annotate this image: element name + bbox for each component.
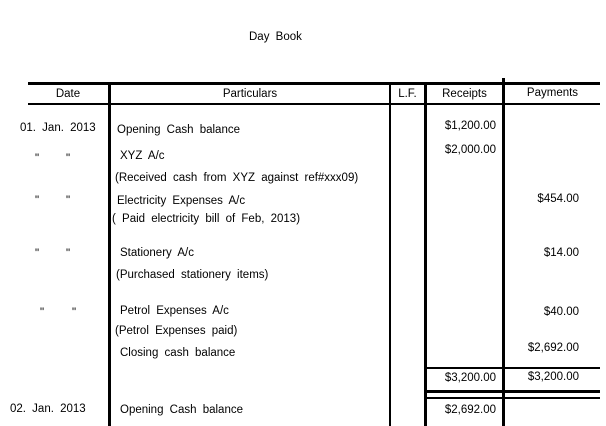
table-top-rule (28, 82, 600, 85)
ditto-mark: " (72, 307, 77, 319)
ditto-mark: " (66, 153, 71, 165)
header-particulars: Particulars (222, 88, 278, 100)
entry-payments: $454.00 (537, 193, 579, 205)
total-top-rule (425, 367, 600, 369)
entry-receipts: $2,000.00 (444, 144, 496, 156)
entry-note: ( Paid electricity bill of Feb, 2013) (112, 213, 301, 225)
total-double-rule (425, 390, 600, 393)
entry-particulars: Petrol Expenses A/c (120, 305, 229, 317)
column-divider (108, 84, 111, 426)
entry-particulars: Stationery A/c (120, 247, 194, 259)
entry-payments: $14.00 (543, 247, 579, 259)
header-receipts: Receipts (442, 88, 487, 100)
entry-particulars: Closing cash balance (120, 347, 236, 359)
entry-receipts: $2,692.00 (444, 404, 496, 416)
header-bottom-rule (28, 103, 600, 105)
ditto-mark: " (66, 248, 71, 260)
ditto-mark: " (35, 195, 40, 207)
header-date: Date (55, 88, 81, 100)
entry-particulars: Electricity Expenses A/c (117, 195, 246, 207)
entry-payments: $40.00 (543, 306, 579, 318)
ditto-mark: " (35, 153, 40, 165)
entry-note: (Purchased stationery items) (116, 269, 269, 281)
total-double-rule (425, 397, 600, 399)
entry-date: 02. Jan. 2013 (10, 403, 86, 415)
ditto-mark: " (35, 248, 40, 260)
ditto-mark: " (40, 307, 45, 319)
ditto-mark: " (66, 195, 71, 207)
header-payments: Payments (526, 87, 579, 99)
entry-date: 01. Jan. 2013 (20, 122, 96, 134)
entry-payments: $2,692.00 (527, 342, 579, 354)
total-payments: $3,200.00 (527, 371, 579, 383)
column-divider (389, 84, 391, 426)
entry-receipts: $1,200.00 (444, 120, 496, 132)
entry-note: (Received cash from XYZ against ref#xxx09) (115, 172, 359, 184)
entry-particulars: Opening Cash balance (120, 404, 243, 416)
header-lf: L.F. (398, 88, 417, 100)
entry-particulars: XYZ A/c (120, 150, 165, 162)
page-title: Day Book (249, 31, 302, 43)
total-receipts: $3,200.00 (444, 372, 496, 384)
entry-particulars: Opening Cash balance (117, 124, 240, 136)
entry-note: (Petrol Expenses paid) (115, 325, 238, 337)
